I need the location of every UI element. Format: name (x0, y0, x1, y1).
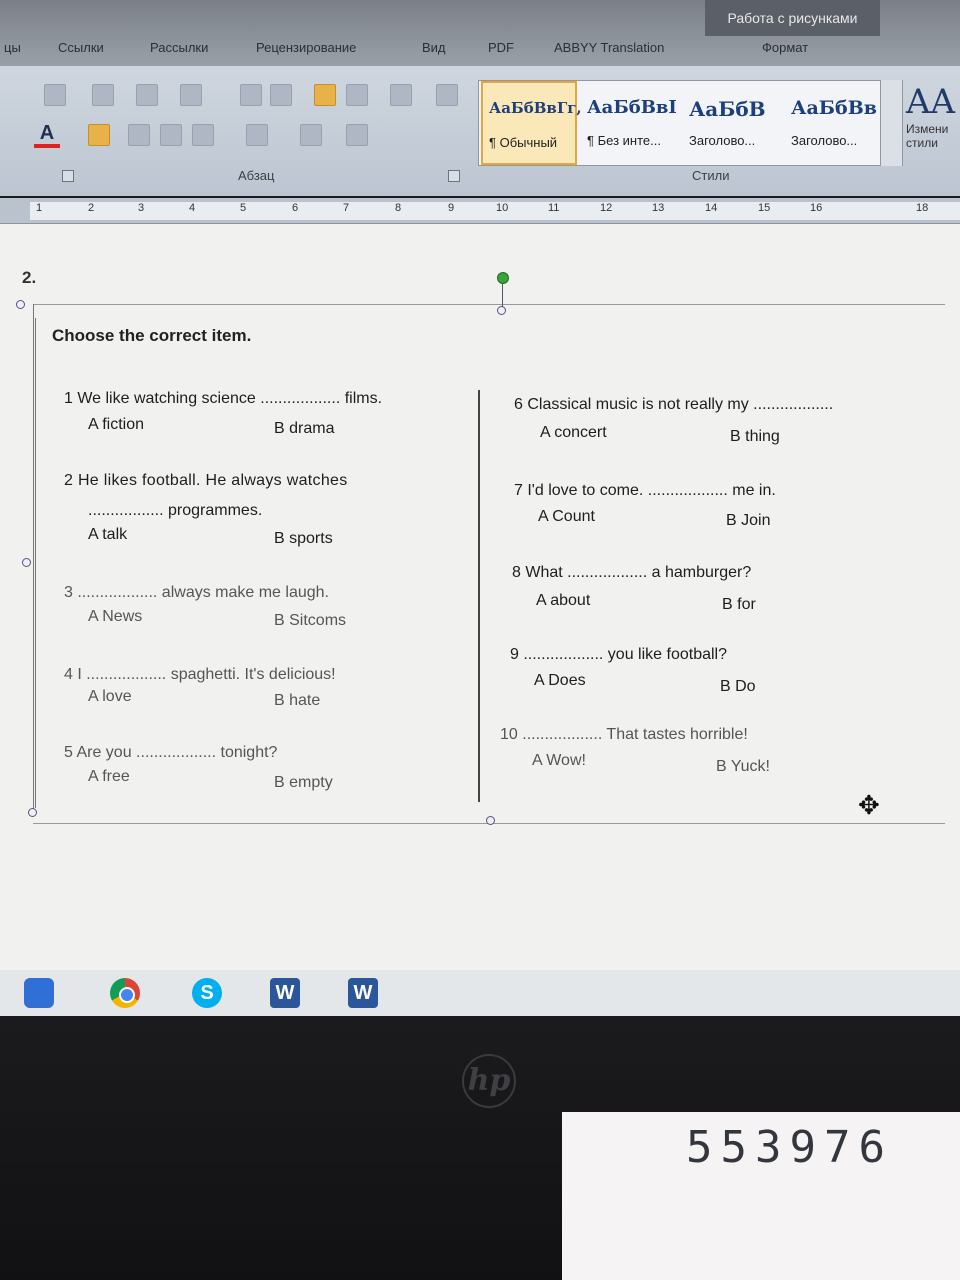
style-no-spacing[interactable] (581, 81, 677, 165)
option-8a: A about (536, 592, 591, 609)
option-5b: B empty (274, 774, 333, 791)
style-normal[interactable] (481, 81, 582, 165)
ruler-number: 1 (36, 202, 43, 214)
taskbar (0, 970, 960, 1016)
question-10: 10 .................. That tastes horrible! (500, 726, 748, 743)
question-9: 9 .................. you like football? (510, 646, 727, 663)
style-name: Заголово... (689, 133, 756, 148)
show-paragraph-marks-icon[interactable] (436, 84, 458, 106)
ruler-number: 15 (758, 202, 771, 214)
style-sample: АаБбВв (791, 97, 877, 119)
ruler-number: 12 (600, 202, 613, 214)
styles-gallery-scrollbar[interactable] (880, 80, 902, 166)
ribbon-tab-bar (0, 0, 960, 66)
tab-format[interactable]: Формат (762, 40, 809, 55)
move-cursor-icon: ✥ (858, 790, 880, 820)
style-heading-2[interactable] (785, 81, 885, 165)
align-left-icon[interactable] (88, 124, 110, 146)
style-sample: АаБбВвІ (587, 97, 677, 118)
tab-references[interactable]: Ссылки (58, 40, 104, 55)
paragraph-dialog-launcher-icon[interactable] (448, 170, 460, 182)
style-name: ¶ Без инте... (587, 133, 661, 148)
justify-icon[interactable] (192, 124, 214, 146)
option-4a: A love (88, 688, 132, 705)
resize-handle-left[interactable] (22, 558, 31, 567)
tab-review[interactable]: Рецензирование (256, 40, 357, 55)
word-icon[interactable]: W (348, 978, 378, 1008)
change-styles-button[interactable] (906, 82, 960, 166)
option-1b: B drama (274, 420, 335, 437)
option-9b: B Do (720, 678, 756, 695)
line-spacing-icon[interactable] (246, 124, 268, 146)
tab-mailings[interactable]: Рассылки (150, 40, 209, 55)
borders-icon[interactable] (346, 124, 368, 146)
resize-handle-top[interactable] (497, 306, 506, 315)
change-styles-label-1: Измени (906, 122, 949, 136)
question-3: 3 .................. always make me laugh. (64, 584, 329, 601)
option-10a: A Wow! (532, 752, 586, 769)
question-8: 8 What .................. a hamburger? (512, 564, 752, 581)
multilevel-list-icon[interactable] (180, 84, 202, 106)
question-2: 2 He likes football. He always watches (64, 472, 348, 489)
align-right-icon[interactable] (160, 124, 182, 146)
style-sample: АаБбВвГг, (489, 99, 582, 117)
ruler-number: 16 (810, 202, 823, 214)
bullets-icon[interactable] (92, 84, 114, 106)
chrome-icon[interactable] (110, 978, 140, 1008)
ltr-direction-icon[interactable] (314, 84, 336, 106)
tab-partial[interactable]: цы (4, 40, 21, 55)
option-9a: A Does (534, 672, 586, 689)
tab-view[interactable]: Вид (422, 40, 446, 55)
exercise-instruction: Choose the correct item. (52, 326, 252, 345)
option-5a: A free (88, 768, 130, 785)
paragraph-group-label: Абзац (238, 168, 275, 183)
exercise-number: 2. (22, 268, 37, 287)
option-6a: A concert (540, 424, 607, 441)
horizontal-ruler[interactable] (0, 198, 960, 224)
styles-group-label: Стили (692, 168, 730, 183)
font-color-icon[interactable]: A (34, 122, 60, 148)
style-name: ¶ Обычный (489, 135, 558, 150)
ruler-number: 18 (916, 202, 929, 214)
frame-left-edge (33, 304, 34, 812)
option-6b: B thing (730, 428, 780, 445)
style-name: Заголово... (791, 133, 858, 148)
ruler-number: 2 (88, 202, 95, 214)
ruler-number: 14 (705, 202, 718, 214)
contextual-tab-title: Работа с рисунками (705, 0, 880, 36)
shading-icon[interactable] (300, 124, 322, 146)
column-divider (478, 390, 480, 802)
option-7a: A Count (538, 508, 595, 525)
align-center-icon[interactable] (128, 124, 150, 146)
ruler-number: 11 (548, 202, 560, 214)
sort-icon[interactable] (390, 84, 412, 106)
ruler-number: 10 (496, 202, 509, 214)
ruler-number: 3 (138, 202, 145, 214)
ruler-number: 6 (292, 202, 299, 214)
ruler-number: 8 (395, 202, 402, 214)
question-6: 6 Classical music is not really my .................. (514, 396, 834, 413)
rotate-handle[interactable] (497, 272, 509, 284)
increase-indent-icon[interactable] (270, 84, 292, 106)
tab-abbyy-translation[interactable]: ABBYY Translation (554, 40, 665, 55)
handwritten-number: 553976 (686, 1122, 893, 1173)
decrease-indent-icon[interactable] (240, 84, 262, 106)
option-10b: B Yuck! (716, 758, 770, 775)
option-7b: B Join (726, 512, 771, 529)
rtl-direction-icon[interactable] (346, 84, 368, 106)
ruler-number: 5 (240, 202, 247, 214)
video-app-icon[interactable] (24, 978, 54, 1008)
ruler-number: 13 (652, 202, 665, 214)
resize-handle-top-left[interactable] (16, 300, 25, 309)
ruler-number: 4 (189, 202, 196, 214)
question-4: 4 I .................. spaghetti. It's delicious! (64, 666, 336, 683)
numbering-icon[interactable] (136, 84, 158, 106)
question-7: 7 I'd love to come. .................. me in. (514, 482, 776, 499)
font-dialog-launcher-icon[interactable] (62, 170, 74, 182)
option-3b: B Sitcoms (274, 612, 347, 629)
change-styles-icon: AA (906, 82, 956, 122)
question-1: 1 We like watching science .................. films. (64, 390, 383, 407)
skype-icon[interactable]: S (192, 978, 222, 1008)
option-3a: A News (88, 608, 143, 625)
ruler-number: 9 (448, 202, 455, 214)
resize-handle-bottom-left[interactable] (28, 808, 37, 817)
option-4b: B hate (274, 692, 321, 709)
tab-pdf[interactable]: PDF (488, 40, 514, 55)
option-8b: B for (722, 596, 756, 613)
resize-handle-bottom[interactable] (486, 816, 495, 825)
style-sample: АаБбВ (689, 97, 766, 121)
hp-logo: hp (462, 1054, 516, 1108)
option-2b: B sports (274, 530, 333, 547)
option-1a: A fiction (88, 416, 145, 433)
styles-gallery (478, 80, 903, 166)
question-2-line-2: ................. programmes. (88, 502, 263, 519)
change-styles-label-2: стили (906, 136, 938, 150)
option-2a: A talk (88, 526, 128, 543)
word-icon[interactable]: W (270, 978, 300, 1008)
change-case-icon[interactable] (44, 84, 66, 106)
ruler-number: 7 (343, 202, 350, 214)
style-heading-1[interactable] (683, 81, 783, 165)
question-5: 5 Are you .................. tonight? (64, 744, 278, 761)
